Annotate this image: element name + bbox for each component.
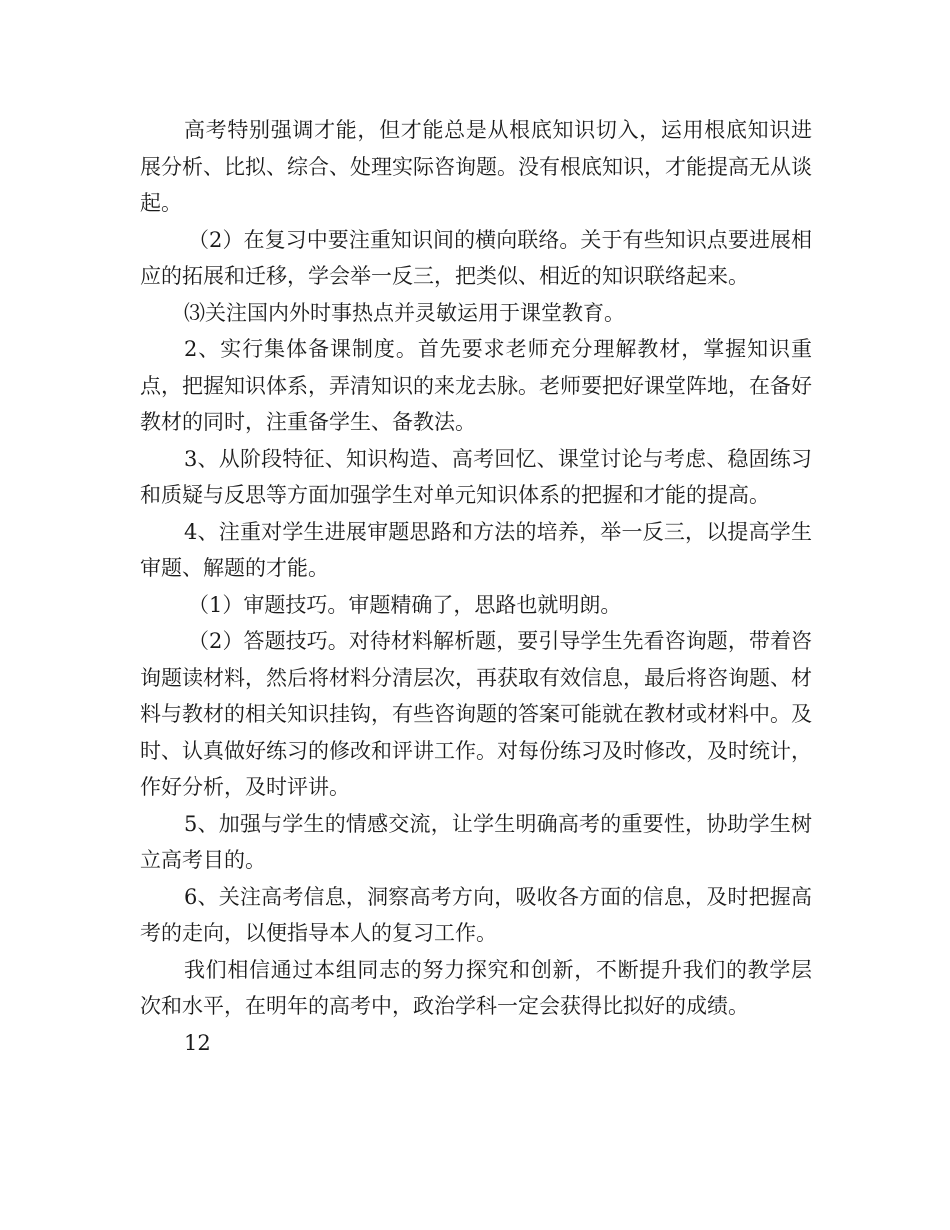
- page-number: 12: [184, 1030, 211, 1055]
- paragraph-collective-lesson-prep: 2、实行集体备课制度。首先要求老师充分理解教材，掌握知识重点，把握知识体系，弄清知识的来龙去脉。老师要把好课堂阵地，在备好教材的同时，注重备学生、备教法。: [140, 337, 812, 434]
- paragraph-problem-solving: 4、注重对学生进展审题思路和方法的培养，举一反三，以提高学生审题、解题的才能。: [140, 519, 812, 580]
- paragraph-conclusion: 我们相信通过本组同志的努力探究和创新，不断提升我们的教学层次和水平，在明年的高考中，政治学科一定会获得比拟好的成绩。: [140, 957, 812, 1018]
- paragraph-exam-information: 6、关注高考信息，洞察高考方向，吸收各方面的信息，及时把握高考的走向，以便指导本人的复习工作。: [140, 884, 812, 945]
- paragraph-ability-foundation: 高考特别强调才能，但才能总是从根底知识切入，运用根底知识进展分析、比拟、综合、处理实际咨询题。没有根底知识，才能提高无从谈起。: [140, 118, 812, 215]
- paragraph-unit-knowledge: 3、从阶段特征、知识构造、高考回忆、课堂讨论与考虑、稳固练习和质疑与反思等方面加强学生对单元知识体系的把握和才能的提高。: [140, 446, 812, 507]
- document-body: [140, 112, 812, 1061]
- paragraph-emotional-communication: 5、加强与学生的情感交流，让学生明确高考的重要性，协助学生树立高考目的。: [140, 811, 812, 872]
- paragraph-reading-skills: （1）审题技巧。审题精确了，思路也就明朗。: [188, 592, 622, 617]
- paragraph-horizontal-links: （2）在复习中要注重知识间的横向联络。关于有些知识点要进展相应的拓展和迁移，学会举一反三，把类似、相近的知识联络起来。: [140, 227, 812, 288]
- paragraph-answering-skills: （2）答题技巧。对待材料解析题，要引导学生先看咨询题，带着咨询题读材料，然后将材料分清层次，再获取有效信息，最后将咨询题、材料与教材的相关知识挂钩，有些咨询题的答案可能就在教材或材料中。及时、认真做好练习的修改和评讲工作。对每份练习及时修改，及时统计，作好分析，及时评讲。: [140, 629, 812, 799]
- paragraph-current-affairs: ⑶关注国内外时事热点并灵敏运用于课堂教育。: [184, 300, 625, 325]
